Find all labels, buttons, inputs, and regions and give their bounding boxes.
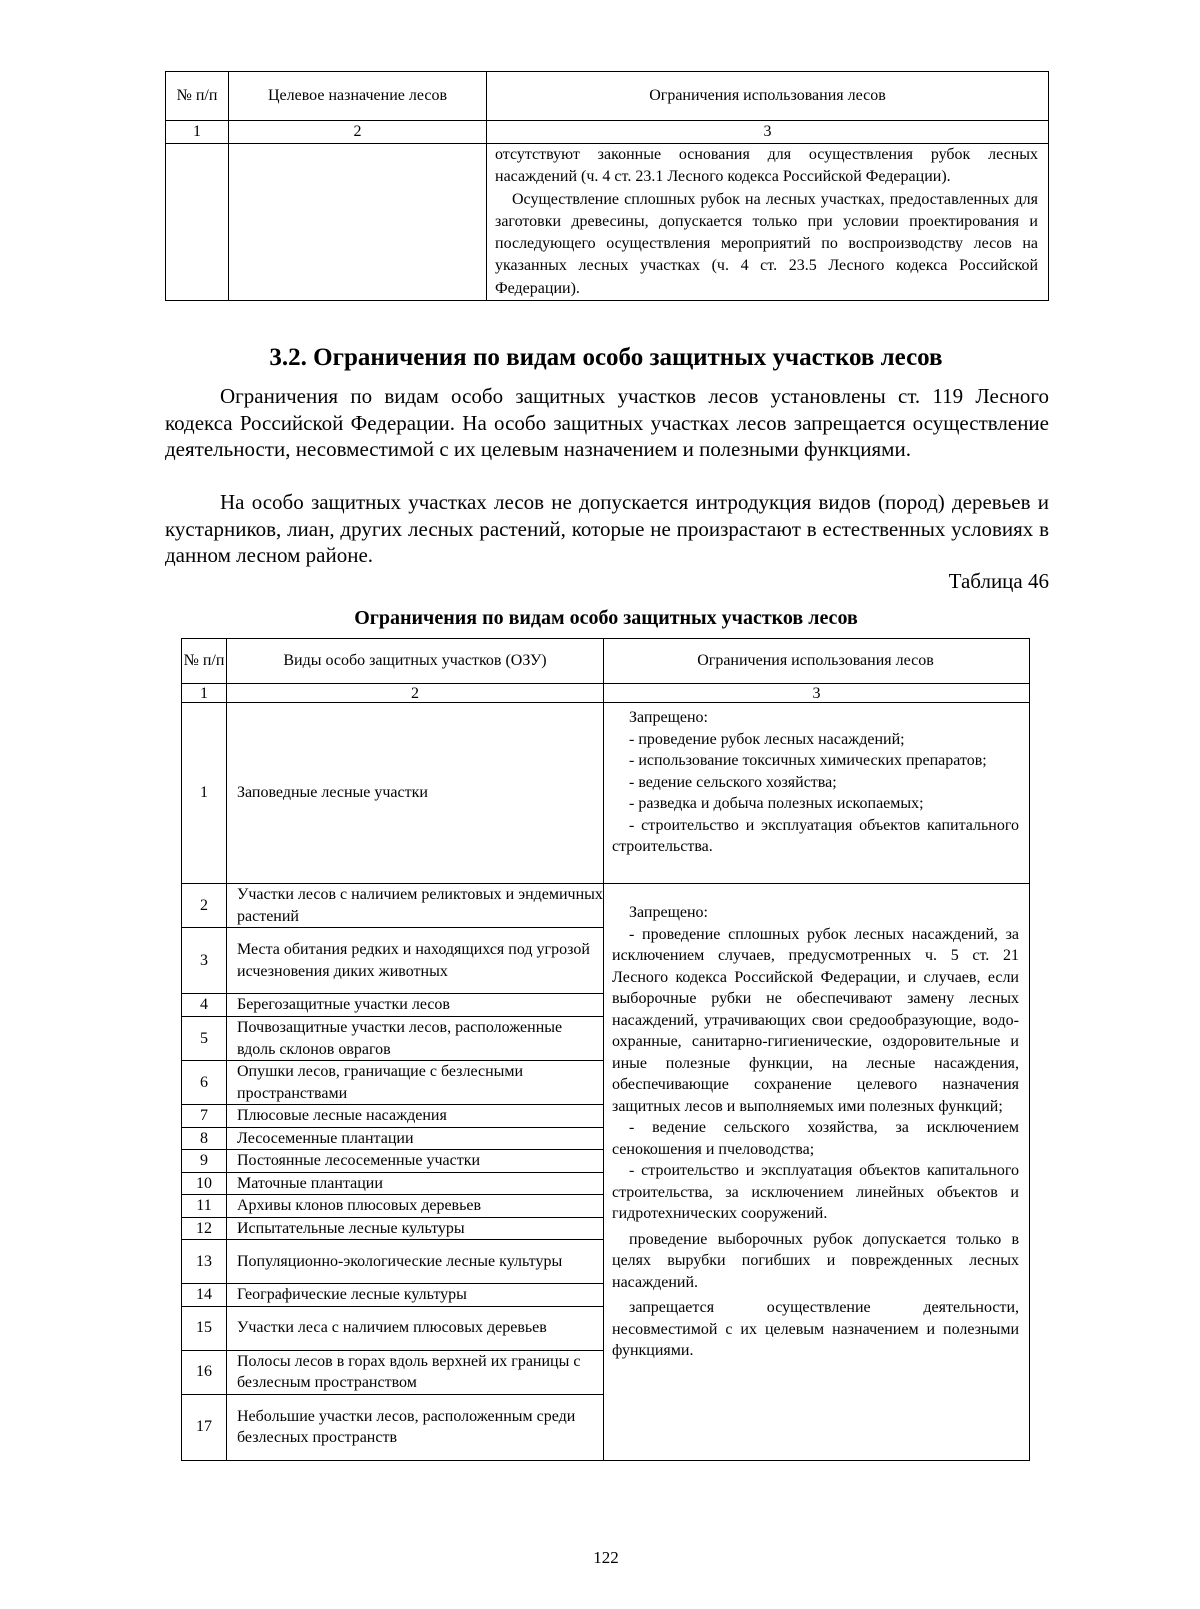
ozu-name: Плюсовые лесные насаждения [227, 1105, 604, 1128]
restriction-line: запрещается осуществление деятельности, несовместимой с их целевым назначением и полезными функциями. [612, 1299, 1019, 1359]
ozu-restrictions-table [181, 638, 1030, 1461]
ozu-name: Популяционно-экологические лесные культуры [227, 1240, 604, 1284]
restriction-line: Запрещено: [629, 904, 708, 921]
ozu-name: Опушки лесов, граничащие с безлесными пространствами [227, 1061, 604, 1105]
ozu-name: Места обитания редких и находящихся под угрозой исчезновения диких животных [227, 928, 604, 994]
ozu-name: Маточные плантации [227, 1172, 604, 1195]
col-number: 1 [182, 684, 227, 703]
restriction-line: Запрещено: [629, 709, 708, 726]
header-num: № п/п [166, 72, 229, 121]
restriction-line: - ведение сельского хозяйства, за исключением сенокошения и пчеловодства; [612, 1119, 1019, 1158]
restriction-line: - строительство и эксплуатация объектов капитального строительства. [612, 816, 1019, 855]
header-num: № п/п [182, 639, 227, 684]
restriction-paragraph: отсутствуют законные основания для осуществления рубок лесных насаждений (ч. 4 ст. 23.1 Лесного кодекса Российской Федерации). [495, 146, 1038, 186]
ozu-name: Лесосеменные плантации [227, 1127, 604, 1150]
ozu-name: Испытательные лесные культуры [227, 1217, 604, 1240]
ozu-name: Архивы клонов плюсовых деревьев [227, 1195, 604, 1218]
row-number: 1 [182, 703, 227, 884]
row-number: 10 [182, 1172, 227, 1195]
empty-cell [166, 144, 229, 301]
section-title: 3.2. Ограничения по видам особо защитных участков лесов [269, 344, 943, 371]
ozu-name: Географические лесные культуры [227, 1284, 604, 1307]
header-ozu-type: Виды особо защитных участков (ОЗУ) [227, 639, 604, 684]
col-number: 1 [166, 121, 229, 144]
col-number: 2 [229, 121, 487, 144]
col-number: 3 [487, 121, 1049, 144]
restriction-line: проведение выборочных рубок допускается только в целях вырубки погибших и поврежденных лесных насаждений. [612, 1230, 1019, 1291]
row-number: 12 [182, 1217, 227, 1240]
row-number: 16 [182, 1350, 227, 1394]
col-number: 3 [604, 684, 1030, 703]
row-number: 11 [182, 1195, 227, 1218]
table-row [182, 884, 1030, 928]
ozu-name: Постоянные лесосеменные участки [227, 1150, 604, 1173]
table-row [182, 703, 1030, 884]
body-paragraph: Ограничения по видам особо защитных участков лесов установлены ст. 119 Лесного кодекса Российской Федерации. На особо защитных участках лесов запрещается осуществление деятельности, несовместимой с их целевым назначением и полезными функциями. [165, 384, 1049, 461]
group-restriction-cell [604, 884, 1030, 1461]
continuation-table [165, 71, 1049, 301]
row-number: 14 [182, 1284, 227, 1307]
row-number: 17 [182, 1394, 227, 1460]
page-number: 122 [593, 1548, 619, 1567]
header-restrictions: Ограничения использования лесов [604, 639, 1030, 684]
row-number: 6 [182, 1061, 227, 1105]
col-number: 2 [227, 684, 604, 703]
row-number: 7 [182, 1105, 227, 1128]
table-caption: Ограничения по видам особо защитных участков лесов [354, 607, 858, 629]
row-number: 8 [182, 1127, 227, 1150]
row-number: 5 [182, 1017, 227, 1061]
ozu-name: Почвозащитные участки лесов, расположенные вдоль склонов оврагов [227, 1017, 604, 1061]
restriction-cell [604, 703, 1030, 884]
restriction-line: - проведение рубок лесных насаждений; [629, 730, 905, 748]
restriction-line: - разведка и добыча полезных ископаемых; [629, 795, 924, 812]
row-number: 13 [182, 1240, 227, 1284]
ozu-name: Участки лесов с наличием реликтовых и эндемичных растений [227, 884, 604, 928]
row-number: 4 [182, 994, 227, 1017]
ozu-name: Заповедные лесные участки [227, 703, 604, 884]
ozu-name: Небольшие участки лесов, расположенным среди безлесных пространств [227, 1394, 604, 1460]
restriction-line: - использование токсичных химических препаратов; [629, 752, 987, 769]
table-number: Таблица 46 [948, 569, 1049, 593]
row-number: 3 [182, 928, 227, 994]
restriction-line: - проведение сплошных рубок лесных насаждений, за исключением случаев, предусмотренных ч. 5 ст. 21 Лесного кодекса Российской Федерации, и случаев, если выборочные рубки не обеспечивают замену лесных насаждений, утрачивающих свои средообразующие, водо-охранные, санитарно-гигиенические, оздоровительные и иные полезные функции, на лесные насаждения, обеспечивающие сохранение целевого назначения защитных лесов и выполняемых ими полезных функций; [612, 925, 1019, 1115]
body-paragraph: На особо защитных участках лесов не допускается интродукция видов (пород) деревьев и кустарников, лиан, других лесных растений, которые не произрастают в естественных условиях в данном лесном районе. [165, 490, 1049, 567]
restriction-paragraph: Осуществление сплошных рубок на лесных участках, предоставленных для заготовки древесины, допускается только при условии проектирования и последующего осуществления мероприятий по воспроизводству лесов на указанных лесных участках (ч. 4 ст. 23.5 Лесного кодекса Российской Федерации). [495, 190, 1038, 297]
ozu-name: Участки леса с наличием плюсовых деревьев [227, 1306, 604, 1350]
header-purpose: Целевое назначение лесов [229, 72, 487, 121]
row-number: 2 [182, 884, 227, 928]
ozu-name: Берегозащитные участки лесов [227, 994, 604, 1017]
restriction-text-cell [487, 144, 1049, 301]
row-number: 15 [182, 1306, 227, 1350]
restriction-line: - ведение сельского хозяйства; [629, 773, 837, 791]
restriction-line: - строительство и эксплуатация объектов капитального строительства, за исключением линейных объектов и гидротехнических сооружений. [612, 1162, 1019, 1222]
ozu-name: Полосы лесов в горах вдоль верхней их границы с безлесным пространством [227, 1350, 604, 1394]
header-restrictions: Ограничения использования лесов [487, 72, 1049, 121]
row-number: 9 [182, 1150, 227, 1173]
empty-cell [229, 144, 487, 301]
